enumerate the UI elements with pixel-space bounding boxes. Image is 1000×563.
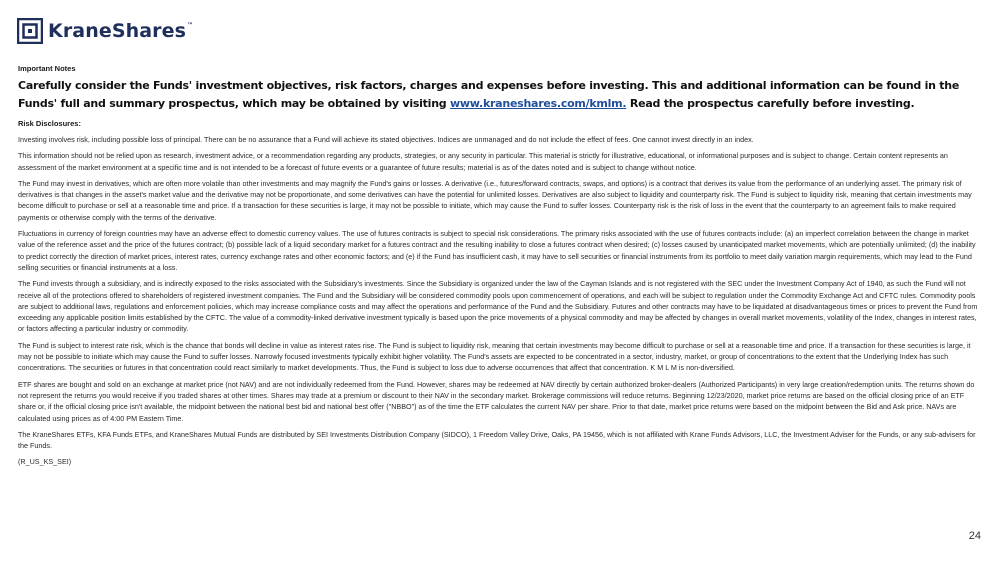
risk-disclosures-heading: Risk Disclosures: — [18, 119, 81, 128]
prospectus-link[interactable]: www.kraneshares.com/kmlm. — [449, 97, 627, 110]
prospectus-notice: Carefully consider the Funds' investment objectives, risk factors, charges and expenses before investing. This and additional information can be found in the Funds' full and summary prospectus, which may be obtained by visiting www.kraneshares.com/kmlm. Read the prospectus carefully before investing. — [18, 79, 960, 110]
kraneshares-logo — [17, 18, 193, 44]
disclosure-code: (R_US_KS_SEI) — [18, 457, 72, 467]
disclosure-paragraph: ETF shares are bought and sold on an exchange at market price (not NAV) and are not individually redeemed from the Fund. However, shares may be redeemed at NAV directly by certain authorized broker-dealers (Authorized Participants) in very large creation/redemption units. The returns shown do not represent the returns you would receive if you traded shares at other times. Shares may trade at a premium or discount to their NAV in the secondary market. Brokerage commissions will reduce returns. Beginning 12/23/2020, market price returns are based on the official closing price of an ETF share or, if the official closing price isn't available, the midpoint between the national best bid and national best offer ("NBBO") as of the time the ETF calculates the current NAV per share. Prior to that date, market price returns were based on the midpoint between the Bid and Ask price. NAVs are calculated using prices as of 4:00 PM Eastern Time. — [18, 379, 975, 423]
kraneshares-logo-icon — [17, 18, 43, 44]
disclosure-paragraph: Fluctuations in currency of foreign countries may have an adverse effect to domestic currency values. The use of futures contracts is subject to special risk considerations. The primary risks associated with the use of futures contracts include: (a) an imperfect correlation between the change in market value of the reference asset and the price of the futures contract; (b) possible lack of a liquid secondary market for a futures contract and the resulting inability to close a futures contract when desired; (c) losses caused by unanticipated market movements, which are potentially unlimited; (d) the inability to predict correctly the direction of market prices, interest rates, currency exchange rates and other economic factors; and (e) if the Fund has insufficient cash, it may have to sell securities or financial instruments from its portfolio to meet daily variation margin requirements, which may lead to the Fund selling securities or financial instruments at a loss. — [18, 229, 976, 272]
page-number: 24 — [968, 530, 981, 542]
important-notes-label: Important Notes — [18, 64, 76, 73]
disclosure-paragraph: The Fund invests through a subsidiary, and is indirectly exposed to the risks associated with the Subsidiary's investments. Since the Subsidiary is organized under the law of the Cayman Islands and is not registered with the SEC under the Investment Company Act of 1940, as such the Fund will not receive all of the protections offered to shareholders of registered investment companies. The Fund and the Subsidiary will be considered commodity pools upon commencement of operations, and each will be subject to regulation under the Commodity Exchange Act and CFTC rules. Commodity pools are subject to additional laws, regulations and enforcement policies, which may increase compliance costs and may affect the operations and performance of the Fund and the Subsidiary. Futures and other contracts may have to be liquidated at disadvantageous times or prices to prevent the Fund from exceeding any applicable position limits established by the CFTC. The value of a commodity-linked derivative investment typically is based upon the price movements of a physical commodity and may be affected by changes in overall market movements, volatility of the Index, changes in interest rates, or factors affecting a particular industry or commodity. — [18, 279, 978, 334]
disclosure-paragraph: Investing involves risk, including possible loss of principal. There can be no assurance that a Fund will achieve its stated objectives. Indices are unmanaged and do not include the effect of fees. One cannot invest directly in an index. — [18, 135, 754, 144]
disclosure-paragraph: The KraneShares ETFs, KFA Funds ETFs, and KraneShares Mutual Funds are distributed by SEI Investments Distribution Company (SIDCO), 1 Freedom Valley Drive, Oaks, PA 19456, which is not affiliated with Krane Funds Advisors, LLC, the Investment Adviser for the Funds, or any sub-advisers for the Funds. — [18, 429, 976, 451]
disclosure-paragraph: This information should not be relied upon as research, investment advice, or a recommendation regarding any products, strategies, or any security in particular. This material is strictly for illustrative, educational, or informational purposes and is subject to change. Certain content represents an assessment of the market environment at a specific time and is not intended to be a forecast of future events or a guarantee of future results; material is as of the dates noted and is subject to change without notice. — [18, 151, 948, 172]
disclosure-paragraph: The Fund is subject to interest rate risk, which is the chance that bonds will decline in value as interest rates rise. The Fund is subject to liquidity risk, meaning that certain investments may become difficult to purchase or sell at a reasonable time and price. If a transaction for these securities is large, it may not be possible to initiate which may cause the Fund to suffer losses. Narrowly focused investments typically exhibit higher volatility. The Fund's assets are expected to be concentrated in a sector, industry, market, or group of concentrations to the extent that the Underlying Index has such concentrations. The securities or futures in that concentration could react similarly to market developments. Thus, the Fund is subject to loss due to adverse occurrences that affect that concentration. K M L M is non-diversified. — [18, 340, 971, 373]
logo-wordmark: KraneShares™ — [48, 20, 194, 42]
disclosure-paragraph: The Fund may invest in derivatives, which are often more volatile than other investments and may magnify the Fund's gains or losses. A derivative (i.e., futures/forward contracts, swaps, and options) is a contract that derives its value from the performance of an underlying asset. The primary risk of derivatives is that changes in the asset's market value and the derivative may not be proportionate, and some derivatives can have the potential for unlimited losses. Derivatives are also subject to liquidity and counterparty risk. The Fund is subject to liquidity risk, meaning that certain investments may become difficult to purchase or sell at a reasonable time and price. If a transaction for these securities is large, it may not be possible to initiate, which may cause the Fund to suffer losses. Counterparty risk is the risk of loss in the event that the counterparty to an agreement fails to make required payments or otherwise comply with the terms of the derivative. — [18, 178, 972, 222]
disclosures-content — [18, 64, 980, 473]
